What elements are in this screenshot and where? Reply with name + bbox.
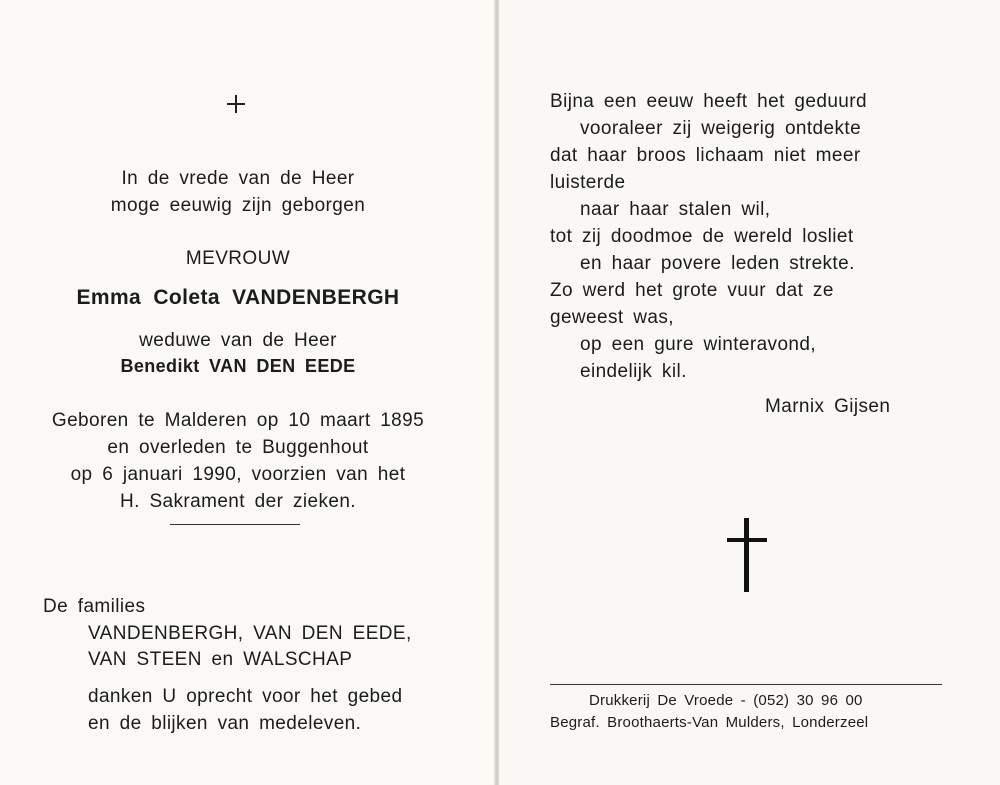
thanks-line-1: danken U oprecht voor het gebed — [88, 686, 403, 707]
opening-line-1: In de vrede van de Heer — [121, 168, 355, 189]
poem-line: luisterde — [550, 172, 626, 193]
poem-line: eindelijk kil. — [580, 361, 687, 382]
spouse-name: Benedikt VAN DEN EEDE — [120, 356, 356, 376]
poem-line: vooraleer zij weigerig ontdekte — [580, 118, 862, 139]
undertaker-line: Begraf. Broothaerts-Van Mulders, Londerzeel — [550, 714, 869, 731]
thanks-line-2: en de blijken van medeleven. — [88, 713, 362, 734]
poem-author: Marnix Gijsen — [765, 396, 891, 417]
death-line-1: en overleden te Buggenhout — [107, 437, 369, 458]
separator-rule — [170, 524, 300, 525]
poem-line: Zo werd het grote vuur dat ze — [550, 280, 834, 301]
title-mevrouw: MEVROUW — [185, 248, 291, 269]
footer-rule — [550, 684, 942, 685]
families-line-2: VAN STEEN en WALSCHAP — [88, 649, 353, 670]
poem-line: en haar povere leden strekte. — [580, 253, 855, 274]
left-page — [0, 0, 496, 785]
poem-line: dat haar broos lichaam niet meer — [550, 145, 861, 166]
cross-icon — [727, 518, 767, 592]
death-line-2: op 6 januari 1990, voorzien van het — [70, 464, 406, 485]
widow-of-line: weduwe van de Heer — [139, 330, 337, 351]
sacrament-line: H. Sakrament der zieken. — [120, 491, 356, 512]
cross-icon — [227, 95, 245, 113]
deceased-name: Emma Coleta VANDENBERGH — [76, 286, 400, 309]
birth-line: Geboren te Malderen op 10 maart 1895 — [51, 410, 425, 431]
poem-line: Bijna een eeuw heeft het geduurd — [550, 91, 867, 112]
poem-line: naar haar stalen wil, — [580, 199, 771, 220]
families-intro: De families — [43, 596, 146, 617]
poem-line: tot zij doodmoe de wereld losliet — [550, 226, 854, 247]
families-line-1: VANDENBERGH, VAN DEN EEDE, — [88, 623, 412, 644]
opening-line-2: moge eeuwig zijn geborgen — [110, 195, 366, 216]
right-page — [499, 0, 1000, 785]
poem-line: geweest was, — [550, 307, 674, 328]
printer-line: Drukkerij De Vroede - (052) 30 96 00 — [589, 692, 863, 709]
poem-line: op een gure winteravond, — [580, 334, 817, 355]
